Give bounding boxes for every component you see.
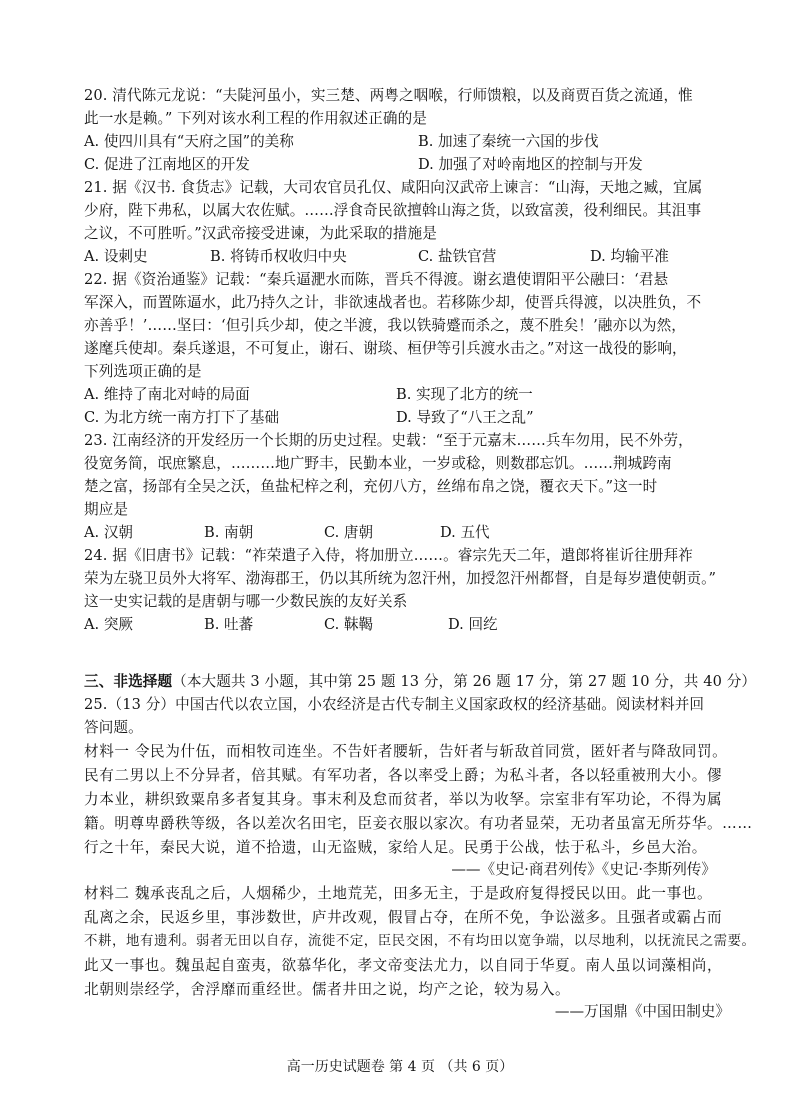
q20-option-b: B. 加速了秦统一六国的步伐 bbox=[418, 133, 599, 150]
q23-stem-line-2: 役宽务简，氓庶繁息，………地广野丰，民勤本业，一岁或稔，则数郡忘饥。……荆城跨南 bbox=[84, 455, 672, 472]
material-2-line-1: 材料二 魏承丧乱之后，人烟稀少，土地荒芜，田多无主，于是政府复得授民以田。此一事也。 bbox=[84, 885, 713, 902]
q21-stem-line-2: 少府，陛下弗私，以属大农佐赋。……浮食奇民欲擅斡山海之货，以致富羡，役利细民。其沮事 bbox=[84, 202, 702, 219]
q22-stem-line-3: 亦善乎！’……坚曰：‘但引兵少却，使之半渡，我以铁骑蹙而杀之，蔑不胜矣！’融亦以为然， bbox=[84, 317, 686, 334]
material-1-line-4: 籍。明尊卑爵秩等级，各以差次名田宅，臣妾衣服以家次。有功者显荣，无功者虽富无所芬华。…… bbox=[84, 815, 753, 832]
q24-option-d: D. 回纥 bbox=[448, 616, 498, 633]
q24-stem-line-1: 24. 据《旧唐书》记载：“祚荣遣子入侍，将加册立……。睿宗先天二年，遣郎将崔䜣往册拜祚 bbox=[84, 547, 693, 564]
q23-option-c: C. 唐朝 bbox=[324, 524, 374, 541]
q22-stem-line-5: 下列选项正确的是 bbox=[84, 363, 202, 380]
q24-option-b: B. 吐蕃 bbox=[204, 616, 254, 633]
q20-option-a: A. 使四川具有“天府之国”的美称 bbox=[84, 133, 294, 150]
q23-option-a: A. 汉朝 bbox=[84, 524, 134, 541]
q24-stem-line-3: 这一史实记载的是唐朝与哪一少数民族的友好关系 bbox=[84, 593, 408, 610]
q23-stem-line-3: 楚之富，扬部有全吴之沃，鱼盐杞梓之利，充仞八方，丝绵布帛之饶，覆衣天下。”这一时 bbox=[84, 478, 658, 495]
q23-stem-line-1: 23. 江南经济的开发经历一个长期的历史过程。史载：“至于元嘉末……兵车勿用，民不外劳， bbox=[84, 432, 693, 449]
q22-stem-line-2: 军深入，而置陈逼水，此乃持久之计，非欲速战者也。若移陈少却，使晋兵得渡，以决胜负，不 bbox=[84, 294, 702, 311]
q25-stem-line-2: 答问题。 bbox=[84, 719, 143, 736]
material-2-source: ——万国鼎《中国田制史》 bbox=[554, 1003, 730, 1020]
q24-option-c: C. 靺鞨 bbox=[324, 616, 374, 633]
q20-stem-line-2: 此一水是赖。” 下列对该水利工程的作用叙述正确的是 bbox=[84, 110, 427, 127]
q22-stem-line-4: 遂麾兵使却。秦兵遂退，不可复止，谢石、谢琰、桓伊等引兵渡水击之。”对这一战役的影响， bbox=[84, 340, 687, 357]
q21-option-d: D. 均输平准 bbox=[590, 248, 669, 265]
q22-option-b: B. 实现了北方的统一 bbox=[396, 386, 533, 403]
q23-option-d: D. 五代 bbox=[440, 524, 490, 541]
q22-option-d: D. 导致了“八王之乱” bbox=[396, 409, 534, 426]
q22-option-c: C. 为北方统一南方打下了基础 bbox=[84, 409, 280, 426]
q21-option-c: C. 盐铁官营 bbox=[418, 248, 497, 265]
q22-stem-line-1: 22. 据《资治通鉴》记载：“秦兵逼淝水而陈，晋兵不得渡。谢玄遣使谓阳平公融曰：‘君悬 bbox=[84, 271, 669, 288]
material-1-line-2: 民有二男以上不分异者，倍其赋。有军功者，各以率受上爵；为私斗者，各以轻重被刑大小。僇 bbox=[84, 767, 723, 784]
material-1-line-5: 行之十年，秦民大说，道不拾遗，山无盗贼，家给人足。民勇于公战，怯于私斗，乡邑大治。 bbox=[84, 839, 707, 856]
q25-stem-line-1: 25.（13 分）中国古代以农立国，小农经济是古代专制主义国家政权的经济基础。阅读材料并回 bbox=[84, 696, 705, 713]
q23-option-b: B. 南朝 bbox=[204, 524, 254, 541]
material-2-line-5: 北朝则崇经学，舍浮靡而重经世。儒者井田之说，均产之论，较为易入。 bbox=[84, 981, 571, 998]
section-3-instructions: （本大题共 3 小题，其中第 25 题 13 分，第 26 题 17 分，第 27 题 10 分，共 40 分） bbox=[172, 673, 757, 690]
q23-stem-line-4: 期应是 bbox=[84, 501, 129, 518]
q21-stem-line-3: 之议，不可胜听。”汉武帝接受进谏，为此采取的措施是 bbox=[84, 225, 437, 242]
material-1-line-1: 材料一 令民为什伍，而相牧司连坐。不告奸者腰斩，告奸者与斩敌首同赏，匿奸者与降敌同罚。 bbox=[84, 743, 728, 760]
q20-option-c: C. 促进了江南地区的开发 bbox=[84, 156, 250, 173]
section-3-title: 三、非选择题 bbox=[84, 673, 173, 690]
page-footer: 高一历史试题卷 第 4 页 （共 6 页） bbox=[286, 1059, 514, 1075]
q20-stem-line-1: 20. 清代陈元龙说：“夫陡河虽小，实三楚、两粤之咽喉，行师馈粮，以及商贾百货之流通，惟 bbox=[84, 87, 693, 104]
material-2-line-2: 乱离之余，民返乡里，事涉数世，庐井改观，假冒占夺，在所不免，争讼滋多。且强者或霸占而 bbox=[84, 909, 723, 926]
q21-stem-line-1: 21. 据《汉书. 食货志》记载，大司农官员孔仅、咸阳向汉武帝上谏言：“山海，天地之臧，宜属 bbox=[84, 179, 703, 196]
material-2-line-4: 此又一事也。魏虽起自蛮夷，欲慕华化，孝文帝变法尤力，以自同于华夏。南人虽以词藻相尚， bbox=[84, 957, 723, 974]
q21-option-b: B. 将铸币权收归中央 bbox=[210, 248, 347, 265]
material-2-line-3: 不耕，地有遗利。弱者无田以自存，流徙不定，臣民交困，不有均田以宽争端，以尽地利，以抚流民之需要。 bbox=[84, 934, 756, 949]
q22-option-a: A. 维持了南北对峙的局面 bbox=[84, 386, 250, 403]
q24-stem-line-2: 荣为左骁卫员外大将军、渤海郡王，仍以其所统为忽汗州，加授忽汗州都督，自是每岁遣使朝贡。” bbox=[84, 570, 717, 587]
q24-option-a: A. 突厥 bbox=[84, 616, 134, 633]
material-1-line-3: 力本业，耕织致粟帛多者复其身。事末利及怠而贫者，举以为收孥。宗室非有军功论，不得为属 bbox=[84, 791, 723, 808]
material-1-source: ——《史记·商君列传》《史记·李斯列传》 bbox=[451, 861, 716, 878]
section-3-heading bbox=[84, 672, 756, 692]
q20-option-d: D. 加强了对岭南地区的控制与开发 bbox=[418, 156, 643, 173]
q21-option-a: A. 设刺史 bbox=[84, 248, 148, 265]
